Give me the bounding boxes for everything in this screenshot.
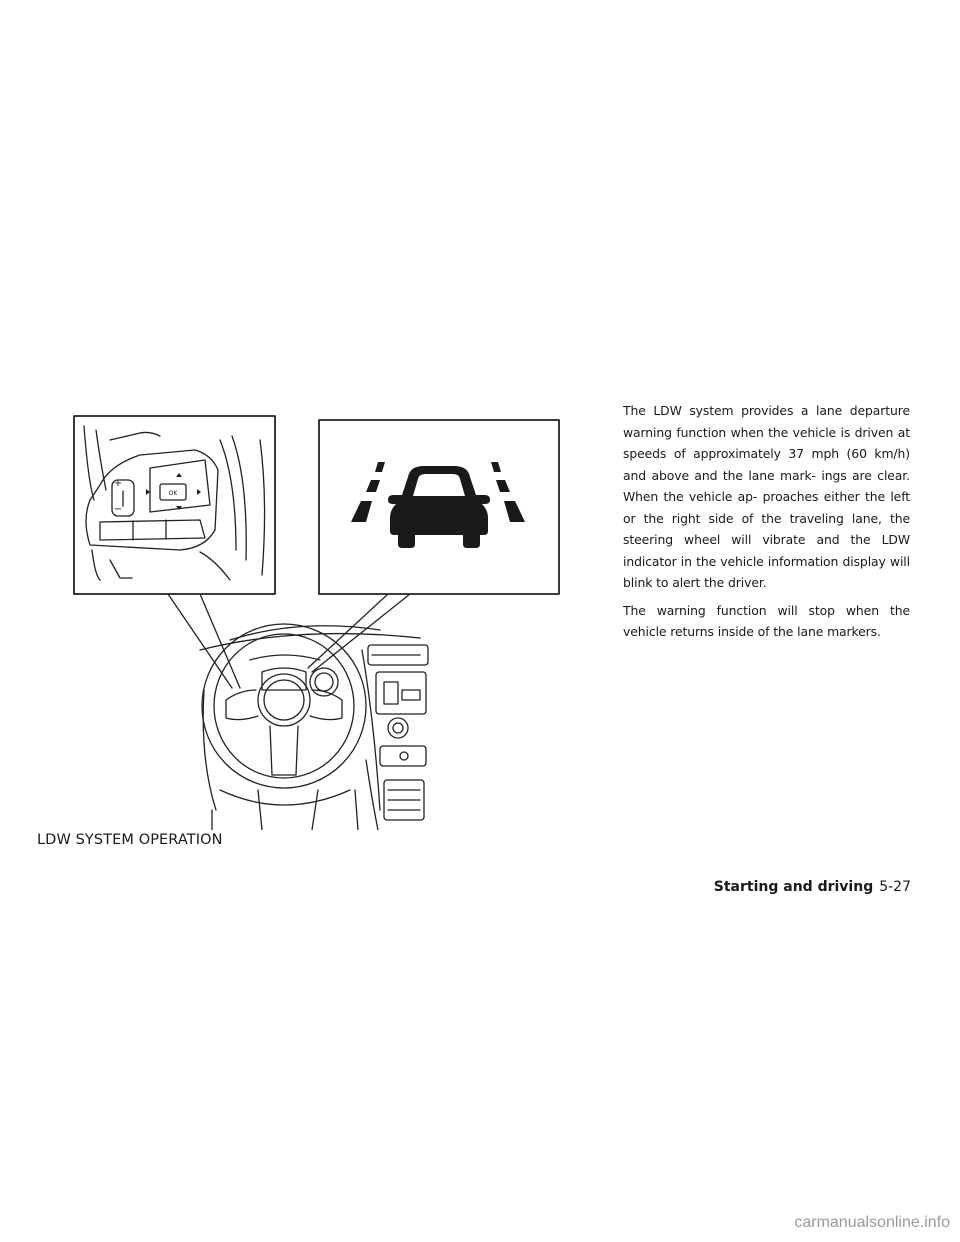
body-paragraph-2: The warning function will stop when the vehicle returns inside of the lane markers. <box>623 602 910 639</box>
page-footer <box>714 879 911 895</box>
leader-line-switch <box>168 594 232 688</box>
switch-plus-label: + <box>113 478 123 489</box>
ldw-indicator-icon <box>351 462 525 548</box>
watermark: carmanualsonline.info <box>794 1214 950 1231</box>
leader-line-indicator-2 <box>312 594 410 672</box>
body-text-column <box>623 400 910 649</box>
switch-ok-label: OK <box>168 490 178 497</box>
figure-caption: LDW SYSTEM OPERATION <box>37 832 223 848</box>
leader-line-indicator <box>308 594 388 668</box>
ldw-figure <box>0 0 600 830</box>
body-paragraph-1: The LDW system provides a lane departure warning function when the vehicle is driven at speeds of approximately 37 mph (60 km/h) and above and the lane mark- ings are clear. When the vehicle ap- proaches either the left or the right side of the traveling lane, the steering wheel will vibrate and the LDW indicator in the vehicle information display will blink to alert the driver. <box>623 403 910 590</box>
steering-wheel-icon <box>200 624 428 830</box>
footer-page-number: 5-27 <box>879 879 911 895</box>
switch-minus-label: − <box>113 504 123 515</box>
footer-section-title: Starting and driving <box>713 879 874 895</box>
steering-switch-icon <box>84 426 265 580</box>
